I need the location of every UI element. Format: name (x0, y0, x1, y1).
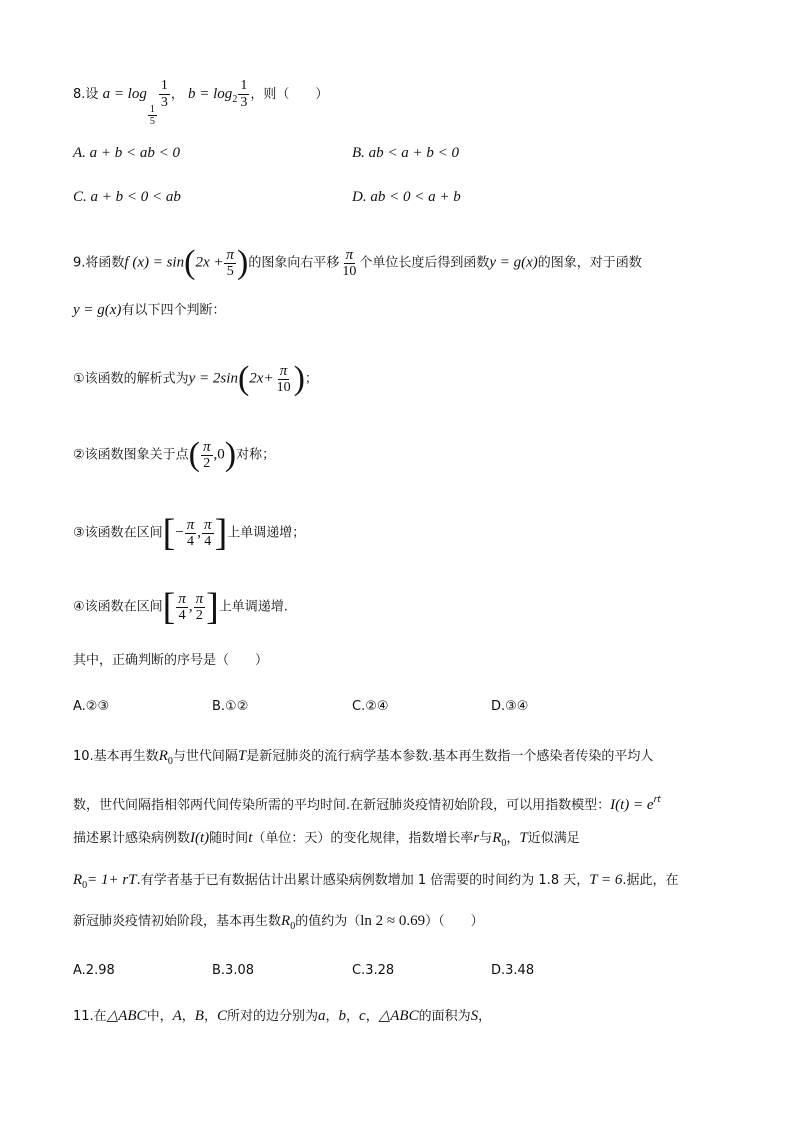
q10-option-d: D.3.48 (491, 963, 535, 978)
q10-option-b: B.3.08 (212, 963, 254, 978)
q9-statement-2: ②该函数图象关于点( $\frac{\pi}{2}$ ,0)对称； (73, 436, 276, 473)
q10-line4: $R_0= 1+$ rT.有学者基于已有数据估计出累计感染病例数增加 1 倍需要的时间约为 1.8 天，T = 6.据此，在 (73, 872, 679, 891)
q9-option-b: B.①② (212, 699, 249, 714)
q10-line2: 数，世代间隔指相邻两代间传染所需的平均时间.在新冠肺炎疫情初始阶段，可以用指数模型：$I(t) = e^{rt}$ (73, 795, 661, 813)
q8-a-arg: $\frac{1}{3}$ (160, 78, 168, 110)
q10-line1: 10.基本再生数$R_0$与世代间隔T是新冠肺炎的流行病学基本参数.基本再生数指一个感染者传染的平均人 (73, 748, 654, 767)
q9-option-c: C.②④ (352, 699, 389, 714)
q10-line5: 新冠肺炎疫情初始阶段，基本再生数$R_0$的值约为（ln 2 ≈ 0.69）（ ） (73, 913, 484, 932)
q11-stem: 11.在△ABC中，A，B，C所对的边分别为a，b，c，△ABC的面积为S， (73, 1008, 492, 1024)
q9-stem-line1: 9.将函数f (x) = sin(2x + $\frac{\pi}{5}$ )的图象向右平移 $\frac{\pi}{10}$ 个单位长度后得到函数y = g(x)的图象，对于函数 (73, 244, 642, 281)
q9-statement-1: ①该函数的解析式为y = 2sin(2x+ $\frac{\pi}{10}$ )； (73, 360, 318, 397)
q8-option-c: C. a + b < 0 < ab (73, 189, 181, 205)
q8-a-base: $\frac{1}{5}$ (149, 104, 155, 127)
q8-option-d: D. ab < 0 < a + b (352, 189, 461, 205)
q10-option-a: A.2.98 (73, 963, 115, 978)
q9-stem-line2: y = g(x)有以下四个判断： (73, 302, 226, 318)
q9-statement-4: ④该函数在区间[ $\frac{\pi}{4}$ , $\frac{\pi}{2}$ ]上单调递增. (73, 586, 288, 628)
q10-option-c: C.3.28 (352, 963, 395, 978)
q9-statement-3: ③该函数在区间[− $\frac{\pi}{4}$ , $\frac{\pi}{4}$ ]上单调递增； (73, 512, 306, 554)
q8-option-a: A. a + b < ab < 0 (73, 145, 181, 161)
q8-option-b: B. ab < a + b < 0 (352, 145, 460, 161)
q10-line3: 描述累计感染病例数I(t)随时间t（单位：天）的变化规律，指数增长率r与$R_0$，T近似满足 (73, 830, 580, 849)
q8-stem: 8.设 a = log $\frac{1}{5}$ $\frac{1}{3}$ ， $b = \log_2$ $\frac{1}{3}$ ，则（ ） (73, 78, 329, 127)
q9-option-a: A.②③ (73, 699, 110, 714)
q8-b-arg: $\frac{1}{3}$ (240, 78, 248, 110)
q9-question: 其中，正确判断的序号是（ ） (73, 653, 269, 668)
q9-option-d: D.③④ (491, 699, 529, 714)
